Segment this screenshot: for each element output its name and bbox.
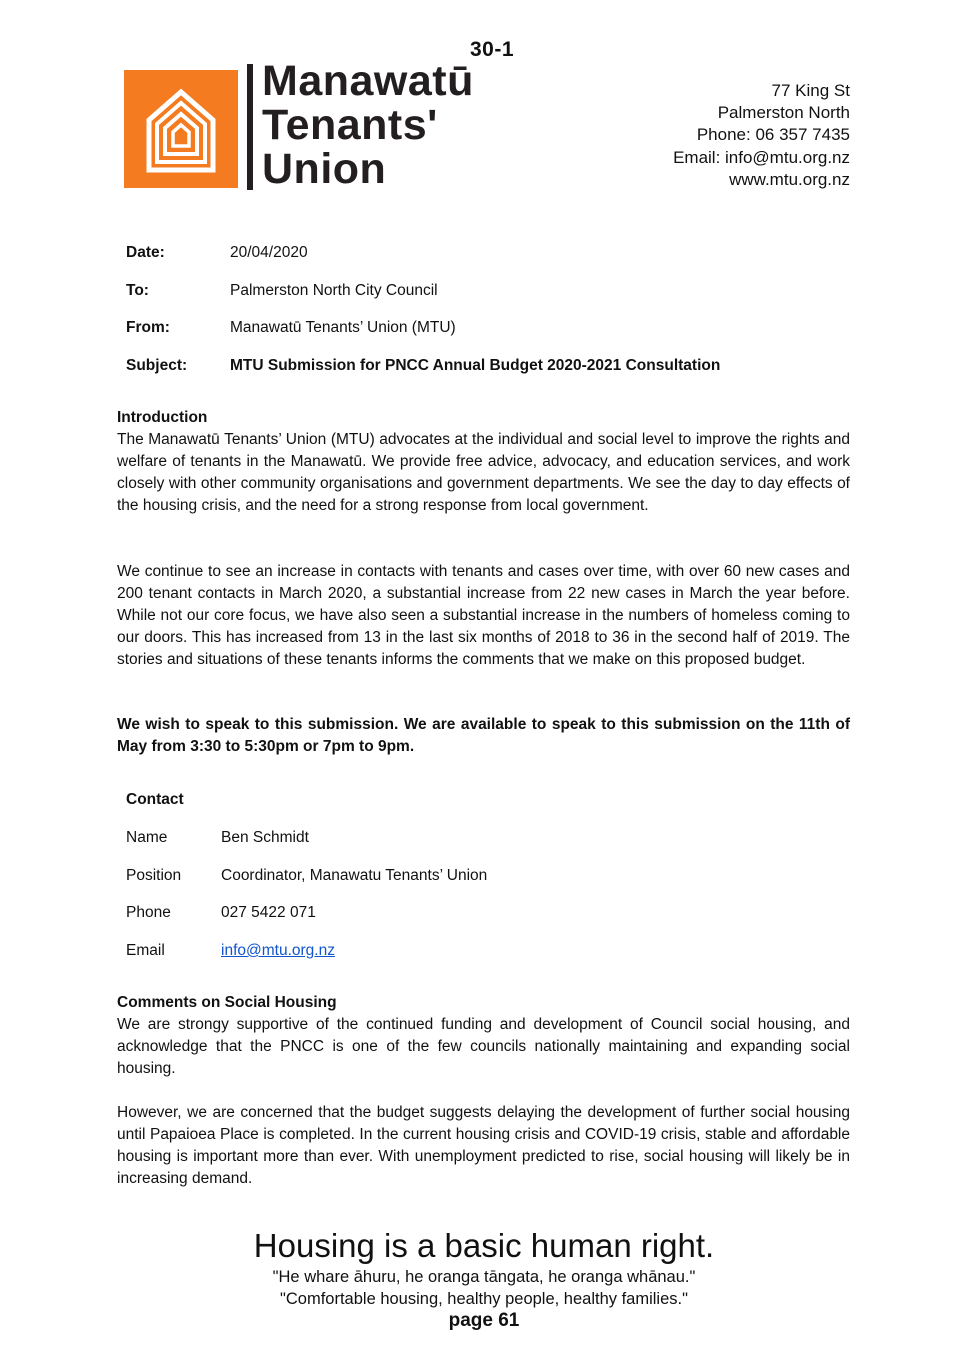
introduction-paragraph-2: We continue to see an increase in contacts with tenants and cases over time, with over 60 new cases and 200 tenant contacts in March 2020, a substantial increase from 22 new cases in March the year before. While not our core focus, we have also seen a substantial increase in the numbers of homeless coming to our doors. This has increased from 13 in the last six months of 2018 to 36 in the second half of 2019. The stories and situations of these tenants informs the comments that we make on this proposed budget. xyxy=(117,563,850,668)
to-label: To: xyxy=(126,282,149,299)
contact-position-value: Coordinator, Manawatu Tenants’ Union xyxy=(221,867,488,884)
contact-email-label: Email xyxy=(126,942,165,959)
contact-email-link[interactable]: info@mtu.org.nz xyxy=(221,942,335,959)
logo-line-1: Manawatū xyxy=(262,57,474,105)
social-housing-paragraph-2: However, we are concerned that the budget suggests delaying the development of further social housing until Papaioea Place is completed. In the current housing crisis and COVID-19 crisis, stable and affordable housing is important more than ever. With unemployment predicted to rise, social housing will likely be in increasing demand. xyxy=(117,1104,850,1187)
introduction-paragraph-1: The Manawatū Tenants’ Union (MTU) advocates at the individual and social level to improve the rights and welfare of tenants in the Manawatū. We provide free advice, advocacy, and education services, and work closely with other community organisations and government departments. We see the day to day effects of the housing crisis, and the need for a strong response from local government. xyxy=(117,431,850,514)
to-value: Palmerston North City Council xyxy=(230,282,438,299)
logo-wordmark xyxy=(262,57,474,193)
subject-label: Subject: xyxy=(126,357,188,374)
date-value: 20/04/2020 xyxy=(230,244,308,261)
introduction-heading: Introduction xyxy=(117,409,208,426)
logo-divider xyxy=(247,64,253,190)
contact-phone-label: Phone xyxy=(126,904,171,921)
date-label: Date: xyxy=(126,244,165,261)
from-label: From: xyxy=(126,319,170,336)
logo-line-2: Tenants' xyxy=(262,101,438,149)
house-outline-icon xyxy=(124,70,238,188)
social-housing-paragraph-1: We are strongy supportive of the continued funding and development of Council social housing, and acknowledge that the PNCC is one of the few councils nationally maintaining and expanding social housing. xyxy=(117,1016,850,1077)
logo-line-3: Union xyxy=(262,145,387,193)
contact-phone-value: 027 5422 071 xyxy=(221,904,316,921)
footer-maori-quote: "He whare āhuru, he oranga tāngata, he oranga whānau." xyxy=(272,1268,696,1286)
document-number: 30-1 xyxy=(469,38,515,61)
address-website: www.mtu.org.nz xyxy=(729,169,850,189)
address-email: Email: info@mtu.org.nz xyxy=(673,147,850,167)
address-phone: Phone: 06 357 7435 xyxy=(696,125,850,145)
social-housing-heading: Comments on Social Housing xyxy=(117,994,337,1011)
social-housing-section xyxy=(117,992,850,1080)
introduction-section xyxy=(117,407,850,517)
address-street: 77 King St xyxy=(771,81,850,100)
contact-heading: Contact xyxy=(126,791,184,808)
subject-value: MTU Submission for PNCC Annual Budget 2020-2021 Consultation xyxy=(230,357,721,374)
footer-tagline: Housing is a basic human right. xyxy=(253,1227,715,1264)
contact-name-label: Name xyxy=(126,829,168,846)
page-number: page 61 xyxy=(448,1310,520,1331)
logo-house-icon xyxy=(124,70,238,188)
contact-position-label: Position xyxy=(126,867,182,884)
footer-english-quote: "Comfortable housing, healthy people, healthy families." xyxy=(280,1290,688,1308)
address-city: Palmerston North xyxy=(717,103,850,123)
from-value: Manawatū Tenants’ Union (MTU) xyxy=(230,319,456,336)
address-block xyxy=(673,80,850,191)
contact-name-value: Ben Schmidt xyxy=(221,829,309,846)
speak-request-paragraph: We wish to speak to this submission. We are available to speak to this submission on the 11th of May from 3:30 to 5:30pm or 7pm to 9pm. xyxy=(117,716,850,755)
